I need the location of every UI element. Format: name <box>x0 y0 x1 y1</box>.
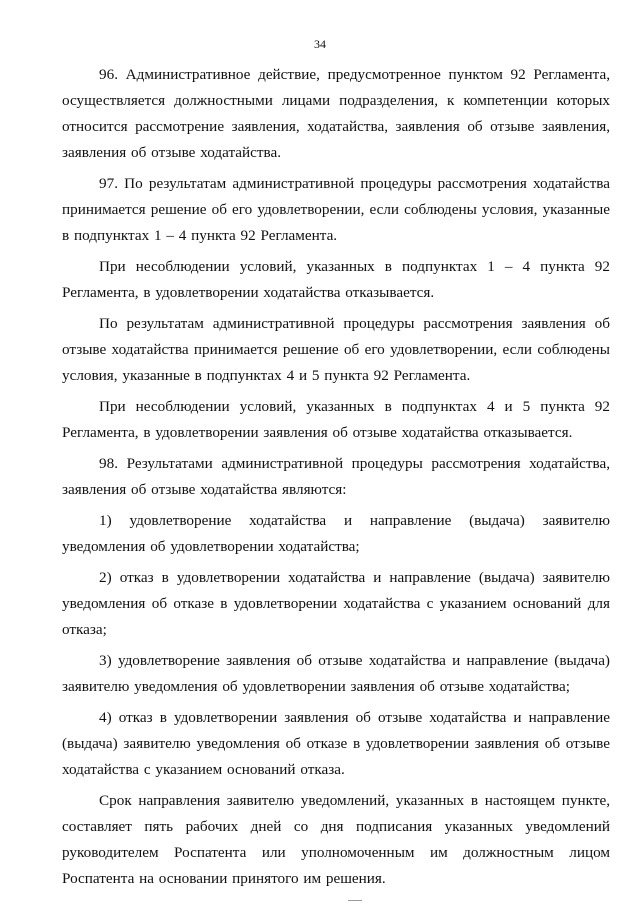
list-item-2: 2) отказ в удовлетворении ходатайства и направление (выдача) заявителю уведомления об отказе в удовлетворении ходатайства с указанием оснований для отказа; <box>62 569 610 638</box>
paragraph-97-withdrawal-refusal: При несоблюдении условий, указанных в подпунктах 4 и 5 пункта 92 Регламента, в удовлетворении заявления об отзыве ходатайства отказывается. <box>62 398 610 441</box>
scan-artifact <box>348 900 362 901</box>
paragraph-97-withdrawal: По результатам административной процедуры рассмотрения заявления об отзыве ходатайства принимается решение об его удовлетворении, если соблюдены условия, указанные в подпунктах 4 и 5 пункта 92 Регламента. <box>62 315 610 384</box>
paragraph-97: 97. По результатам административной процедуры рассмотрения ходатайства принимается решение об его удовлетворении, если соблюдены условия, указанные в подпунктах 1 – 4 пункта 92 Регламента. <box>62 175 610 244</box>
page-number: 34 <box>314 37 326 51</box>
list-item-1: 1) удовлетворение ходатайства и направление (выдача) заявителю уведомления об удовлетворении ходатайства; <box>62 512 610 555</box>
paragraph-97-refusal: При несоблюдении условий, указанных в подпунктах 1 – 4 пункта 92 Регламента, в удовлетворении ходатайства отказывается. <box>62 258 610 301</box>
paragraph-notification-deadline: Срок направления заявителю уведомлений, указанных в настоящем пункте, составляет пять рабочих дней со дня подписания указанных уведомлений руководителем Роспатента или уполномоченным им должностным лицом Роспатента на основании принятого им решения. <box>62 792 610 887</box>
list-item-3: 3) удовлетворение заявления об отзыве ходатайства и направление (выдача) заявителю уведомления об удовлетворении заявления об отзыве ходатайства; <box>62 652 610 695</box>
document-body <box>62 62 610 892</box>
paragraph-98: 98. Результатами административной процедуры рассмотрения ходатайства, заявления об отзыве ходатайства являются: <box>62 455 610 498</box>
paragraph-96: 96. Административное действие, предусмотренное пунктом 92 Регламента, осуществляется должностными лицами подразделения, к компетенции которых относится рассмотрение заявления, ходатайства, заявления об отзыве заявления, заявления об отзыве ходатайства. <box>62 66 610 161</box>
list-item-4: 4) отказ в удовлетворении заявления об отзыве ходатайства и направление (выдача) заявителю уведомления об отказе в удовлетворении заявления об отзыве ходатайства с указанием оснований отказа. <box>62 709 610 778</box>
